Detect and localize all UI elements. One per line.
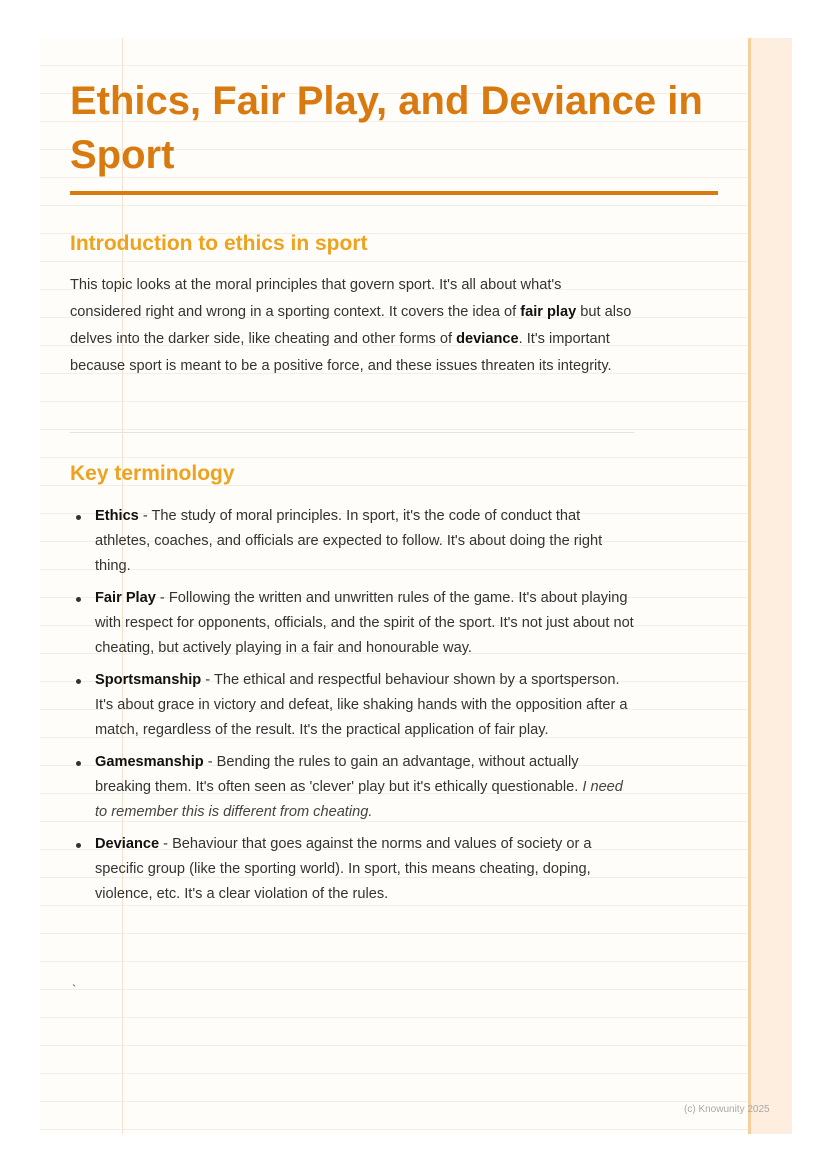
term-name: Gamesmanship [95,754,204,770]
list-item [70,668,636,743]
term-definition: - The study of moral principles. In sport, it's the code of conduct that athletes, coaches, and officials are expected to follow. It's about doing the right thing. [95,508,603,574]
side-strip [748,38,792,1134]
bullet-icon [76,843,81,848]
copyright-footer: (c) Knowunity 2025 [684,1104,770,1115]
intro-text-3: . It's important because sport is meant to be a positive force, and these issues threaten its integrity. [70,331,612,374]
term-name: Sportsmanship [95,672,202,688]
intro-text-1: This topic looks at the moral principles that govern sport. It's all about what's considered right and wrong in a sporting context. It covers the idea of [70,277,562,320]
intro-bold-fair-play: fair play [520,304,577,320]
bullet-icon [76,761,81,766]
section-heading-intro: Introduction to ethics in sport [70,232,368,255]
intro-bold-deviance: deviance [456,331,519,347]
intro-text-2: but also delves into the darker side, like cheating and other forms of [70,304,632,347]
title-underline [70,191,718,195]
key-terms-list [70,504,636,914]
term-definition: - The ethical and respectful behaviour shown by a sportsperson. It's about grace in victory and defeat, like shaking hands with the opposition after a match, regardless of the result. It's the practical application of fair play. [95,672,628,738]
stray-mark: ` [72,982,77,997]
document-page [40,38,792,1134]
bullet-icon [76,597,81,602]
term-definition: - Behaviour that goes against the norms and values of society or a specific group (like the sporting world). In sport, this means cheating, doping, violence, etc. It's a clear violation of the rules. [95,836,592,902]
bullet-icon [76,679,81,684]
term-definition: - Following the written and unwritten rules of the game. It's about playing with respect for opponents, officials, and the spirit of the sport. It's not just about not cheating, but actively playing in a fair and honourable way. [95,590,634,656]
list-item [70,504,636,579]
list-item [70,586,636,661]
term-name: Deviance [95,836,160,852]
page-title: Ethics, Fair Play, and Deviance in Sport [70,79,703,177]
list-item [70,832,636,907]
term-name: Fair Play [95,590,156,606]
section-divider [70,432,634,433]
list-item [70,750,636,825]
term-name: Ethics [95,508,139,524]
term-note: I need to remember this is different from cheating. [95,779,623,820]
intro-paragraph [70,272,636,380]
section-heading-key-terms: Key terminology [70,462,235,485]
bullet-icon [76,515,81,520]
side-strip-border [748,38,751,1134]
term-definition: - Bending the rules to gain an advantage, without actually breaking them. It's often seen as 'clever' play but it's ethically questionable. [95,754,583,795]
